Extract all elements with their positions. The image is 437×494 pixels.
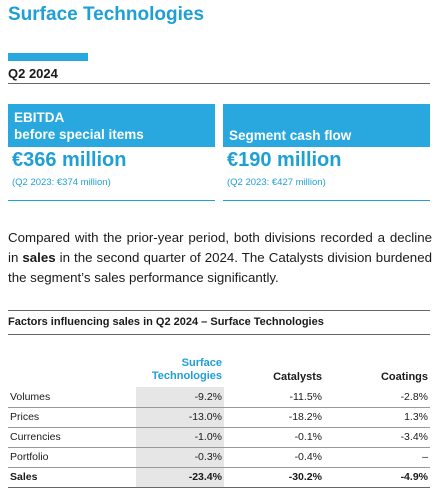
cell-catalysts: -18.2% — [288, 411, 322, 423]
kpi-label-line2: Segment cash flow — [229, 128, 352, 143]
quarter-label: Q2 2024 — [8, 66, 58, 81]
kpi-segment-cash-flow — [223, 104, 430, 188]
cell-surface-technologies: -13.0% — [188, 411, 222, 423]
column-header-line: Technologies — [151, 370, 222, 382]
table-row-total — [8, 467, 430, 488]
kpi-ebitda — [8, 104, 215, 188]
table-row — [8, 427, 430, 448]
cell-coatings: – — [422, 451, 428, 463]
cell-catalysts: -11.5% — [289, 391, 322, 403]
divider — [8, 334, 430, 335]
divider — [8, 200, 215, 201]
paragraph-text: Compared with the prior-year period, both divisions recorded a decline in — [8, 230, 432, 265]
kpi-label-line1: EBITDA — [14, 109, 65, 125]
kpi-label-line2: before special items — [14, 126, 144, 142]
table-row — [8, 447, 430, 468]
page-title: Surface Technologies — [8, 4, 205, 25]
cell-coatings: -2.8% — [400, 391, 428, 403]
cell-surface-technologies: -0.3% — [194, 451, 222, 463]
row-label: Currencies — [10, 431, 61, 443]
table-row — [8, 387, 430, 408]
kpi-header — [223, 104, 430, 147]
paragraph-emphasis: sales — [22, 250, 56, 265]
kpi-value: €190 million — [227, 149, 342, 171]
row-label: Sales — [10, 471, 38, 483]
cell-catalysts: -0.4% — [294, 451, 322, 463]
divider — [223, 200, 430, 201]
row-label: Prices — [10, 411, 40, 423]
row-label: Volumes — [10, 391, 51, 403]
kpi-comparison: (Q2 2023: €427 million) — [227, 177, 326, 188]
cell-catalysts: -0.1% — [294, 431, 322, 443]
divider — [8, 310, 430, 311]
cell-coatings: -3.4% — [400, 431, 428, 443]
cell-surface-technologies: -1.0% — [194, 431, 222, 443]
cell-surface-technologies: -9.2% — [194, 391, 222, 403]
kpi-value: €366 million — [12, 149, 127, 171]
cell-coatings: -4.9% — [400, 471, 428, 483]
table-row — [8, 407, 430, 428]
column-header-coatings: Coatings — [380, 371, 428, 383]
divider — [8, 83, 430, 84]
kpi-header — [8, 104, 215, 147]
cell-catalysts: -30.2% — [288, 471, 322, 483]
cell-surface-technologies: -23.4% — [188, 471, 222, 483]
body-paragraph — [8, 228, 432, 288]
cell-coatings: 1.3% — [404, 411, 428, 423]
column-header-surface-technologies — [152, 357, 222, 383]
table-title: Factors influencing sales in Q2 2024 – Surface Technologies — [8, 316, 324, 328]
paragraph-text: in the second quarter of 2024. The Catalysts division burdened the segment’s sales performance significantly. — [8, 250, 432, 285]
column-header-catalysts: Catalysts — [273, 371, 322, 383]
row-label: Portfolio — [10, 451, 49, 463]
title-accent-bar — [8, 53, 88, 61]
kpi-comparison: (Q2 2023: €374 million) — [12, 177, 111, 188]
column-header-line: Surface — [181, 357, 222, 369]
